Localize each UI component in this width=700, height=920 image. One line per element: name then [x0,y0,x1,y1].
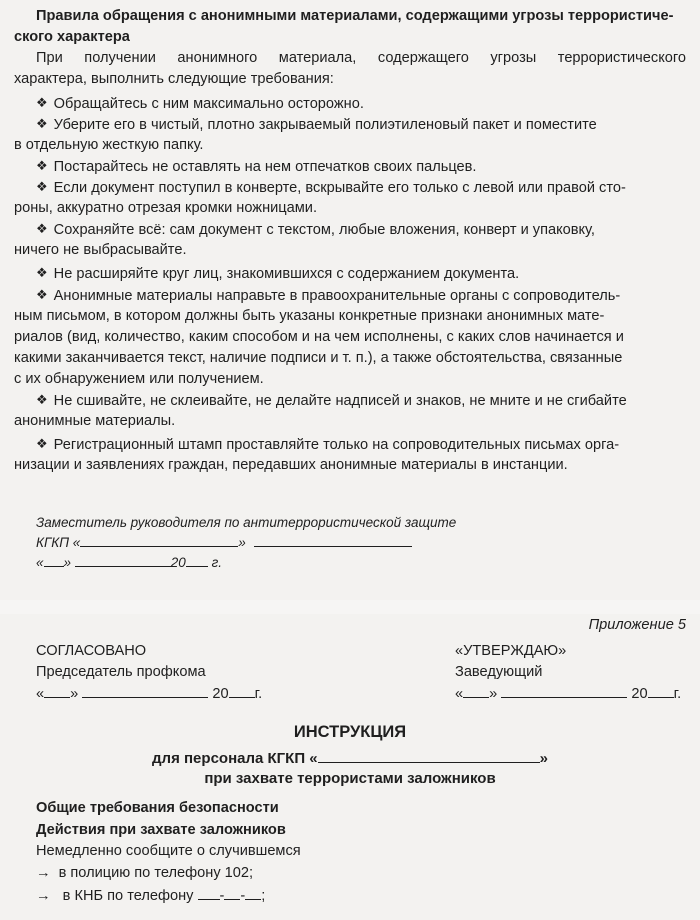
signature-date-line [36,552,222,573]
rule-item-4-line2: роны, аккуратно отрезая кромки ножницами. [14,200,317,216]
agreed-date-line [36,683,262,705]
year-prefix: 20 [170,555,186,570]
rule-item-2-line2: в отдельную жесткую папку. [14,137,204,153]
rule-item-7-line1: ❖ Анонимные материалы направьте в правоохранительные органы с сопроводитель- [36,285,620,307]
approve-date-close: » [489,686,498,702]
knb-blank-1 [198,885,220,900]
rule-item-8-line1: ❖ Не сшивайте, не склеивайте, не делайте надписей и знаков, не мните и не сгибайте [36,390,627,412]
rule-item-7-line2: ным письмом, в котором должны быть указаны конкретные признаки анонимных мате- [14,308,605,324]
page-gap [0,600,700,614]
rule-item-7-line3: риалов (вид, количество, каким способом и на чем исполнены, с каких слов начинается и [14,329,624,345]
rules-title-line2: ского характера [14,29,130,45]
approve-date-line [455,683,681,705]
date-quote-open: « [36,555,44,570]
rule-item-8-line2: анонимные материалы. [14,413,176,429]
year-suffix: г. [211,555,223,570]
rule-item-9-line2: низации и заявлениях граждан, передавших анонимные материалы в инстанции. [14,457,568,473]
instruction-heading: ИНСТРУКЦИЯ [293,723,407,741]
rule-item-1: ❖ Обращайтесь с ним максимально осторожно. [36,93,364,115]
knb-blank-2 [224,885,240,900]
agreed-month-blank [82,683,208,698]
agreed-date-open: « [36,686,45,702]
appendix-label: Приложение 5 [588,617,686,633]
rule-item-5-line2: ничего не выбрасывайте. [14,242,187,258]
org-suffix: » [238,535,246,550]
rule-item-2-line1: ❖ Уберите его в чистый, плотно закрываемый полиэтиленовый пакет и поместите [36,114,597,136]
rule-item-7-line5: с их обнаружением или получением. [14,371,264,387]
instruction-line3: при захвате террористами заложников [204,770,496,787]
agreed-year-blank [229,683,255,698]
rule-item-6: ❖ Не расширяйте круг лиц, знакомившихся с содержанием документа. [36,263,519,285]
notify-line: Немедленно сообщите о случившемся [36,843,301,859]
day-blank [44,552,64,567]
agreed-year-prefix: 20 [212,686,229,702]
approve-year-prefix: 20 [631,686,648,702]
approve-year-suffix: г. [673,686,682,702]
rule-item-9-line1: ❖ Регистрационный штамп проставляйте только на сопроводительных письмах орга- [36,434,619,456]
org-prefix: КГКП « [36,535,81,550]
intro-line1: При получении анонимного материала, содержащего угрозы террористического [36,50,686,66]
rule-item-5-line1: ❖ Сохраняйте всё: сам документ с текстом, любые вложения, конверт и упаковку, [36,219,595,241]
signature-role: Заместитель руководителя по антитеррористической защите [36,515,457,530]
agreed-day-blank [44,683,70,698]
signature-org-line [36,532,412,553]
month-blank [75,552,171,567]
rules-title-line1: Правила обращения с анонимными материалами, содержащими угрозы террористиче- [36,8,674,24]
knb-end: ; [261,888,266,904]
rule-item-3: ❖ Постарайтесь не оставлять на нем отпечатков своих пальцев. [36,156,476,178]
knb-line [36,885,265,907]
section-hostage-actions: Действия при захвате заложников [36,822,286,838]
approve-day-blank [463,683,489,698]
agreed-year-suffix: г. [254,686,263,702]
instruction-org-suffix: » [539,750,548,767]
knb-sep-1: - [219,888,225,904]
section-general-requirements: Общие требования безопасности [36,800,279,816]
police-line: → в полицию по телефону 102; [36,863,253,884]
agreed-role: Председатель профкома [36,664,206,680]
signature-blank [254,532,412,547]
approve-label: «УТВЕРЖДАЮ» [455,643,567,659]
rule-item-7-line4: какими заканчивается текст, наличие подписи и т. п.), а также обстоятельства, связанные [14,350,623,366]
agreed-label: СОГЛАСОВАНО [36,643,147,659]
intro-line2: характера, выполнить следующие требования: [14,71,334,87]
instruction-org-prefix: для персонала КГКП « [152,750,318,767]
approve-role: Заведующий [455,664,543,680]
year-blank [186,552,208,567]
knb-prefix: в КНБ по телефону [62,888,198,904]
org-blank [80,532,238,547]
knb-blank-3 [245,885,261,900]
approve-date-open: « [455,686,464,702]
date-quote-close: » [63,555,72,570]
rule-item-4-line1: ❖ Если документ поступил в конверте, вскрывайте его только с левой или правой сто- [36,177,626,199]
agreed-date-close: » [70,686,79,702]
approve-year-blank [648,683,674,698]
approve-month-blank [501,683,627,698]
instruction-org-blank [318,748,540,763]
knb-sep-2: - [240,888,246,904]
instruction-line2 [0,748,700,767]
